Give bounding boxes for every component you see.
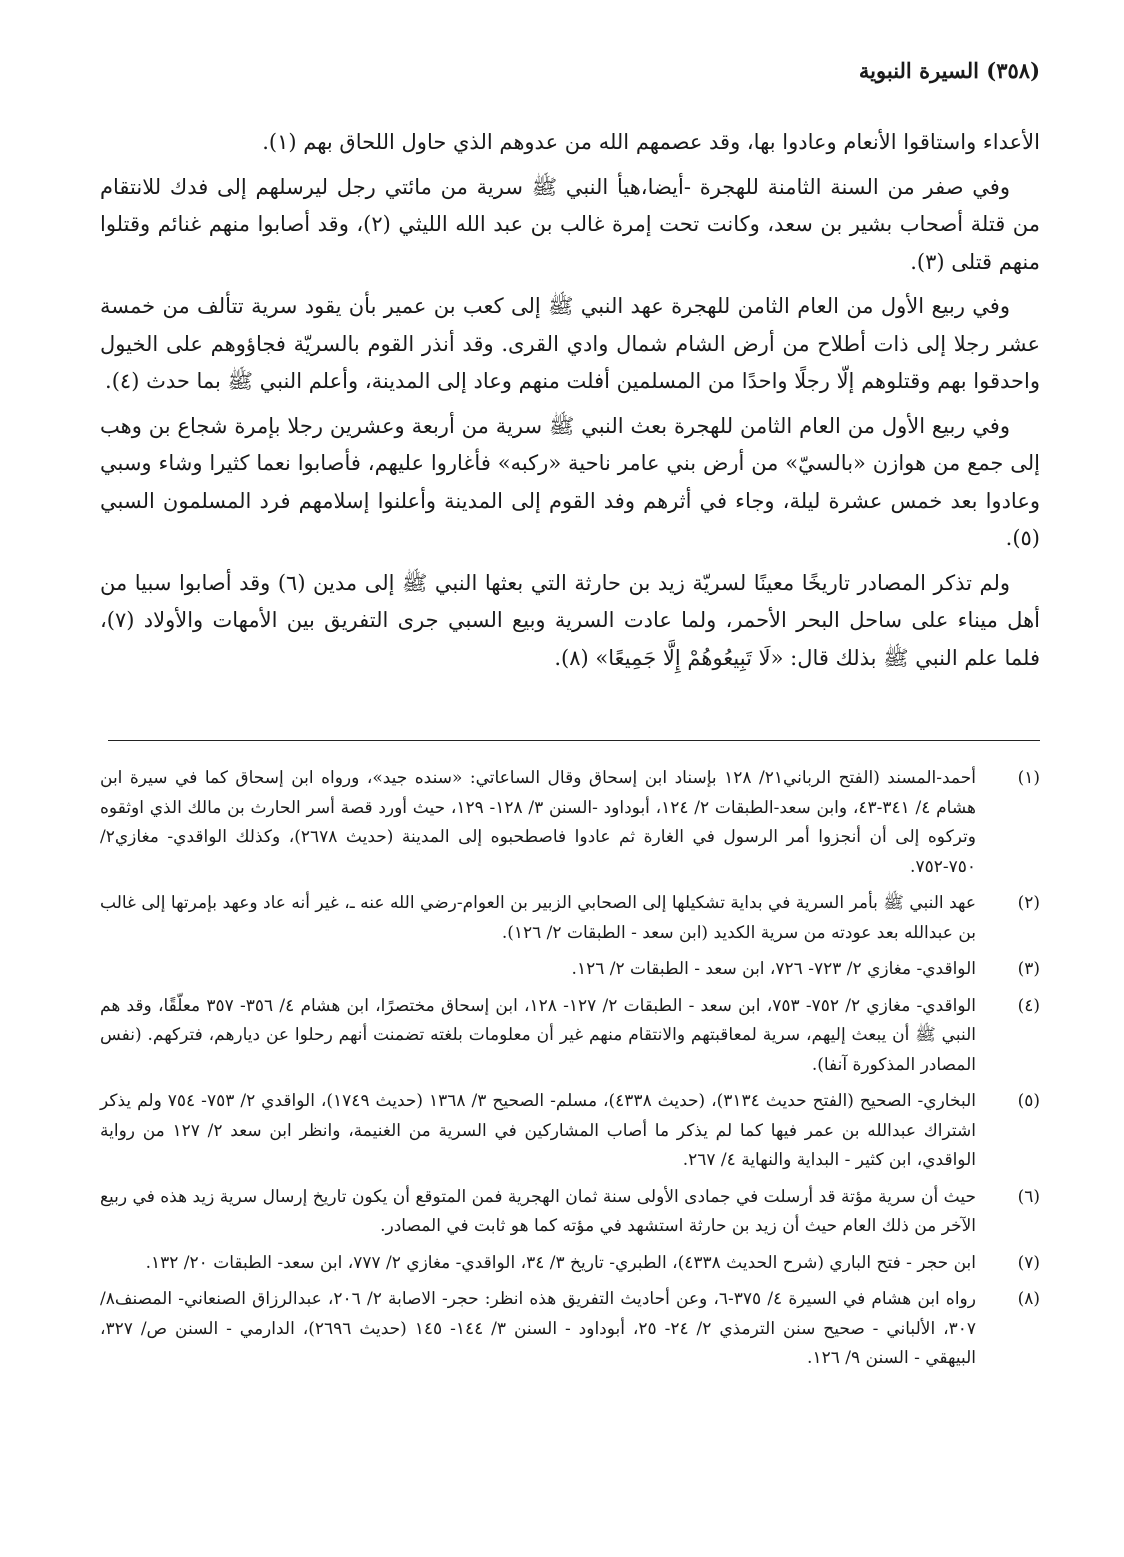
footnote-number: (٨)	[1017, 1289, 1040, 1309]
paragraph: ولم تذكر المصادر تاريخًا معينًا لسريّة زيد بن حارثة التي بعثها النبي ﷺ إلى مدين (٦) وقد أصابوا سبيا من أهل ميناء على ساحل البحر الأحمر، ولما عادت السرية وبيع السبي جرى التفريق بين الأمهات والأولاد (٧)، فلما علم النبي ﷺ بذلك قال: «لَا تَبِيعُوهُمْ إِلَّا جَمِيعًا» (٨).	[100, 570, 1040, 670]
footnote	[100, 1087, 1040, 1176]
footnote-number: (٤)	[1017, 995, 1040, 1016]
footnotes	[100, 764, 1040, 1381]
paragraph: الأعداء واستاقوا الأنعام وعادوا بها، وقد عصمهم الله من عدوهم الذي حاول اللحاق بهم (١).	[262, 130, 1040, 154]
footnote	[100, 1183, 1040, 1242]
footnote	[100, 1285, 1040, 1374]
footnote-number: (٣)	[1017, 959, 1040, 979]
footnote-text: عهد النبي ﷺ بأمر السرية في بداية تشكيلها إلى الصحابي الزبير بن العوام-رضي الله عنه ـ، غير أنه عاد وعهد بإمرتها إلى غالب بن عبدالله بعد عودته من سرية الكديد (ابن سعد - الطبقات ٢/ ١٢٦).	[100, 893, 976, 943]
footnote	[100, 764, 1040, 882]
footnote-text: حيث أن سرية مؤتة قد أرسلت في جمادى الأولى سنة ثمان الهجرية فمن المتوقع أن يكون تاريخ إرسال سرية زيد هذه في ربيع الآخر من ذلك العام حيث أن زيد بن حارثة استشهد في مؤته كما هو ثابت في المصادر.	[100, 1186, 976, 1236]
paragraph: وفي صفر من السنة الثامنة للهجرة -أيضا،هيأ النبي ﷺ سرية من مائتي رجل ليرسلهم إلى فدك للانتقام من قتلة أصحاب بشير بن سعد، وكانت تحت إمرة غالب بن عبد الله الليثي (٢)، وقد أصابوا منهم غنائم وقتلوا منهم قتلى (٣).	[100, 174, 1041, 274]
footnote-text: البخاري- الصحيح (الفتح حديث ٣١٣٤)، (حديث ٤٣٣٨)، مسلم- الصحيح ٣/ ١٣٦٨ (حديث ١٧٤٩)، الواقدي ٢/ ٧٥٣- ٧٥٤ ولم يذكر اشتراك عبدالله بن عمر فيها كما لم يذكر ما أصاب المشاركين في السرية من الغنيمة، وانظر ابن سعد ٢/ ١٢٧ من رواية الواقدي، ابن كثير - البداية والنهاية ٤/ ٢٦٧.	[100, 1091, 976, 1170]
footnote-number: (٦)	[1017, 1186, 1040, 1207]
footnote-text: الواقدي- مغازي ٢/ ٧٢٣- ٧٢٦، ابن سعد - الطبقات ٢/ ١٢٦.	[571, 959, 976, 979]
footnote-text: رواه ابن هشام في السيرة ٤/ ٣٧٥-٦، وعن أحاديث التفريق هذه انظر: حجر- الاصابة ٢/ ٢٠٦، عبدالرزاق الصنعاني- المصنف٨/ ٣٠٧، الألباني - صحيح سنن الترمذي ٢/ ٢٤- ٢٥، أبوداود - السنن ٣/ ١٤٤- ١٤٥ (حديث ٢٦٩٦)، الدارمي - السنن ص/ ٣٢٧، البيهقي - السنن ٩/ ١٢٦.	[100, 1289, 976, 1368]
footnote-text: الواقدي- مغازي ٢/ ٧٥٢- ٧٥٣، ابن سعد - الطبقات ٢/ ١٢٧- ١٢٨، ابن إسحاق مختصرًا، ابن هشام ٤/ ٣٥٦- ٣٥٧ معلّقًا، وقد هم النبي ﷺ أن يبعث إليهم، سرية لمعاقبتهم والانتقام منهم غير أن معلومات بلغته تضمنت أنهم رحلوا عن ديارهم، فتركهم. (نفس المصادر المذكورة آنفا).	[100, 995, 977, 1075]
paragraph: وفي ربيع الأول من العام الثامن للهجرة بعث النبي ﷺ سرية من أربعة وعشرين رجلا بإمرة شجاع بن وهب إلى جمع من هوازن «بالسيّ» من أرض بني عامر ناحية «ركبه» فأغاروا عليهم، فأصابوا نعما كثيرا وشاء وسبي وعادوا بعد خمس عشرة ليلة، وجاء في أثرهم وفد القوم إلى المدينة وأعلنوا إسلامهم فرد المسلمون السبي (٥).	[100, 413, 1040, 550]
footnote-number: (٧)	[1017, 1252, 1040, 1273]
main-text	[100, 124, 1040, 684]
footnote-number: (١)	[1017, 768, 1040, 788]
page-header: (٣٥٨) السيرة النبوية	[858, 58, 1040, 83]
footnote	[100, 992, 1040, 1081]
footnote	[100, 889, 1040, 948]
footnote-number: (٢)	[1017, 893, 1040, 913]
footnote-number: (٥)	[1017, 1091, 1040, 1111]
footnote-text: أحمد-المسند (الفتح الرباني٢١/ ١٢٨ بإسناد ابن إسحاق وقال الساعاتي: «سنده جيد»، ورواه ابن إسحاق كما في سيرة ابن هشام ٤/ ٣٤١-٤٣، وابن سعد-الطبقات ٢/ ١٢٤، أبوداود -السنن ٣/ ١٢٨- ١٢٩، حيث أورد قصة أسر الحارث بن مالك الذي اوثقوه وتركوه إلى أن أنجزوا أمر الرسول في الغارة ثم عادوا فاصطحبوه إلى المدينة (حديث ٢٦٧٨)، وكذلك الواقدي- مغازي٢/ ٧٥٠-٧٥٢.	[100, 768, 976, 877]
footnote-text: ابن حجر - فتح الباري (شرح الحديث ٤٣٣٨)، الطبري- تاريخ ٣/ ٣٤، الواقدي- مغازي ٢/ ٧٧٧، ابن سعد- الطبقات ٢٠/ ١٣٢.	[145, 1252, 976, 1273]
footnote	[100, 1249, 1040, 1279]
paragraph: وفي ربيع الأول من العام الثامن للهجرة عهد النبي ﷺ إلى كعب بن عمير بأن يقود سرية تتألف من خمسة عشر رجلا إلى ذات أطلاح من أرض الشام شمال وادي القرى. وقد أنذر القوم بالسريّة فجاؤوهم على الخيول واحدقوا بهم وقتلوهم إلّا رجلًا واحدًا من المسلمين أفلت منهم وعاد إلى المدينة، وأعلم النبي ﷺ بما حدث (٤).	[100, 294, 1040, 393]
footnote-divider	[108, 740, 1040, 741]
footnote	[100, 955, 1040, 985]
